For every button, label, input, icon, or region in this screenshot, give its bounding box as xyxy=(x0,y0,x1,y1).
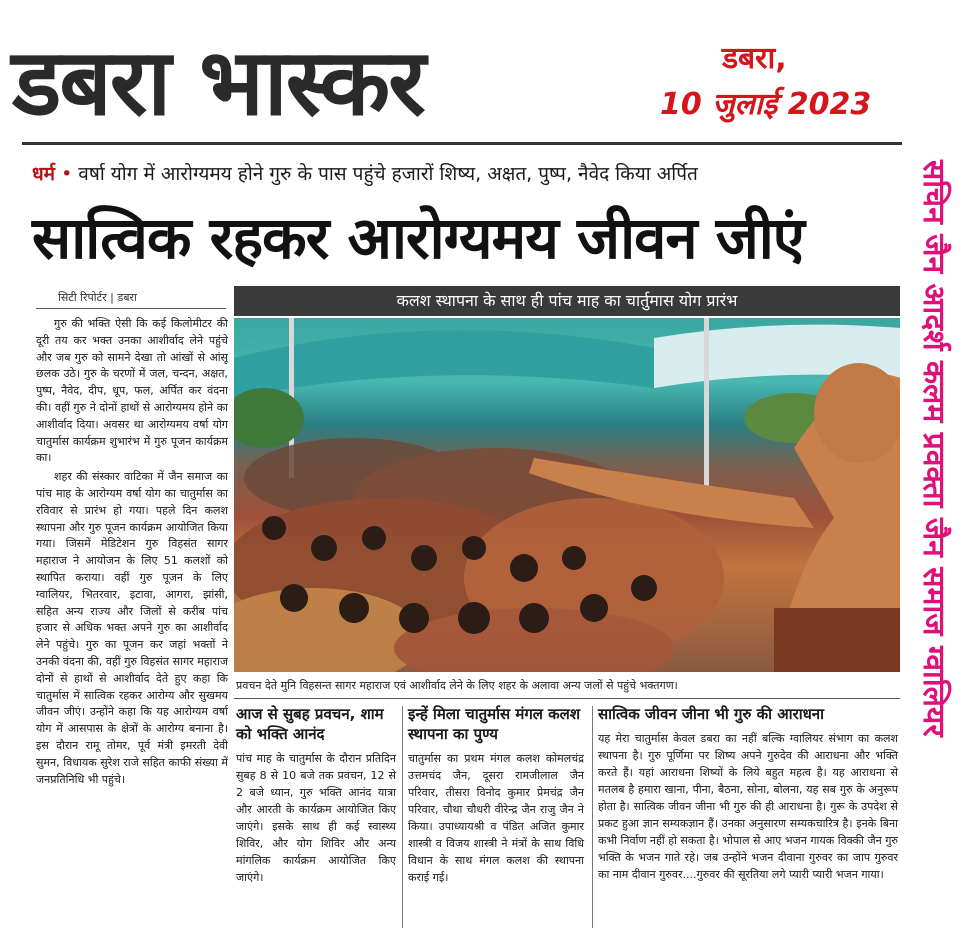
side-story xyxy=(236,704,396,886)
kicker-text: वर्षा योग में आरोग्यमय होने गुरु के पास पहुंचे हजारों शिष्य, अक्षत, पुष्प, नैवेद किया अर्पित xyxy=(78,163,698,185)
vertical-credit-text: सचिन जैन आदर्श कलम प्रवक्ता जैन समाज ग्वालियर xyxy=(916,160,951,737)
column-divider xyxy=(592,706,593,928)
section-tag: धर्म xyxy=(32,163,56,185)
side-story xyxy=(598,704,898,883)
kicker-line xyxy=(32,160,698,186)
caption-rule xyxy=(234,698,900,699)
photo-illustration xyxy=(234,318,900,672)
dateline-city: डबरा, xyxy=(722,41,787,76)
event-photo xyxy=(234,318,900,672)
dateline-date: 10 जुलाई 2023 xyxy=(660,87,872,122)
photo-banner: कलश स्थापना के साथ ही पांच माह का चार्तुमास योग प्रारंभ xyxy=(234,286,900,316)
headline: सात्विक रहकर आरोग्यमय जीवन जीएं xyxy=(32,204,804,272)
side-story-body: चातुर्मास का प्रथम मंगल कलश कोमलचंद्र उत्तमचंद जैन, दूसरा रामजीलाल जैन परिवार, तीसरा विनोद कुमार प्रेमचंद्र जैन परिवार, चौथा चौधरी वीरेन्द्र जैन राजु जैन ने किया। उपाध्यायश्री व पंडित अजित कुमार शास्त्री व विजय शास्त्री ने मंत्रों के साथ विधि विधान के साथ मंगल कलश की स्थापना कराई गई। xyxy=(408,752,584,884)
main-story-paragraph: शहर की संस्कार वाटिका में जैन समाज का पांच माह के आरोग्यम वर्षा योग का चातुर्मास का रविवार से प्रारंभ हो गया। पहले दिन कलश स्थापना और गुरु पूजन कार्यक्रम आयोजित किया गया। जिसमें मेडिटेशन गुरु विहसंत सागर महाराज ने आयोजन के लिए 51 कलशों को स्थापित कराया। वहीं गुरु पूजन के लिए ग्वालियर, भितरवार, इटावा, आगरा, झांसी, सहित अन्य राज्य और जिलों से करीब पांच हजार से अधिक भक्त अपने गुरु का आशीर्वाद लेने पहुंचे। गुरु का पूजन कर जहां भक्तों ने उनकी वंदना की, वहीं गुरु विहसंत सागर महाराज दोनों से हाथों से आशीर्वाद देते हुए कहा कि चातुर्मास में सात्विक रहकर आरोग्य और सुखमय जीवन जीएं। उन्होंने कहा कि यह आरोग्यम वर्षा योग में आसपास के क्षेत्रों के आरोग्य बनाना है। इस दौरान रामू तोमर, पूर्व मंत्री इमरती देवी सुमन, विधायक सुरेश राजे सहित काफी संख्या में जनप्रतिनिधि भी पहुंचे। xyxy=(36,470,228,786)
main-story-column xyxy=(36,316,228,926)
main-story-paragraph: गुरु की भक्ति ऐसी कि कई किलोमीटर की दूरी तय कर भक्त उनका आशीर्वाद लेने पहुंचे और जब गुरु को सामने देखा तो आंखों से आंसू छलक उठे। गुरु के चरणों में जल, चन्दन, अक्षत, पुष्प, नैवेद, दीप, धूप, फल, अर्पित कर वंदना की। वहीं गुरु ने दोनों हाथों से आरोग्यमय होने का आशीर्वाद दिया। अवसर था आरोग्यमय वर्षा योग चातुर्मास कार्यक्रम शुभारंभ में गुरु पूजन कार्यक्रम का। xyxy=(36,317,228,465)
side-story xyxy=(408,704,584,886)
side-story-title: सात्विक जीवन जीना भी गुरु की आराधना xyxy=(598,705,825,723)
side-story-body: पांच माह के चातुर्मास के दौरान प्रतिदिन सुबह 8 से 10 बजे तक प्रवचन, 12 से 2 बजे ध्यान, गुरु भक्ति आनंद यात्रा और आरती के कार्यक्रम आयोजित किए जाएंगे। इसके साथ ही कई स्वास्थ्य शिविर, और योग शिविर और अन्य मांगलिक कार्यक्रम आयोजित किए जाएंगे। xyxy=(236,752,396,884)
photo-caption: प्रवचन देते मुनि विहसन्त सागर महाराज एवं आशीर्वाद लेने के लिए शहर के अलावा अन्य जलों से पहुंचे भक्तगण। xyxy=(236,679,678,692)
byline-rule xyxy=(36,308,226,309)
byline: सिटी रिपोर्टर | डबरा xyxy=(58,291,137,304)
masthead-rule xyxy=(22,142,902,145)
side-story-title: इन्हें मिला चातुर्मास मंगल कलश स्थापना का पुण्य xyxy=(408,705,581,743)
newspaper-masthead: डबरा भास्कर xyxy=(12,29,424,136)
kicker-bullet: • xyxy=(61,163,73,185)
side-story-title: आज से सुबह प्रवचन, शाम को भक्ति आनंद xyxy=(236,705,384,743)
side-story-body: यह मेरा चातुर्मास केवल डबरा का नहीं बल्कि ग्वालियर संभाग का कलश स्थापना है। गुरु पूर्णिमा पर शिष्य अपने गुरुदेव की आराधना और भक्ति करते हैं। यहां आराधना शिष्यों के लिये बहुत महत्व है। यह आराधना से मतलब है हमारा खाना, पीना, बैठना, सोना, बोलना, यह सब गुरु के अनुरूप होता है। सात्विक जीवन जीना भी गुरु की ही आराधना है। गुरू के उपदेश से प्रकट हुआ ज्ञान सम्यकज्ञान हैं। उनका अनुसारण सम्यकचारित्र है। इनके बिना कभी निर्वाण नहीं हो सकता है। भोपाल से आए भजन गायक विक्की जैन गुरु भक्ति के भजन गाते रहे। जब उन्होंने भजन दीवाना गुरुवर का जाप गुरुवर का नाम दीवान गुरुवर....गुरुवर की सूरतिया लगे प्यारी प्यारी भजन गाया। xyxy=(598,732,898,881)
column-divider xyxy=(402,706,403,928)
